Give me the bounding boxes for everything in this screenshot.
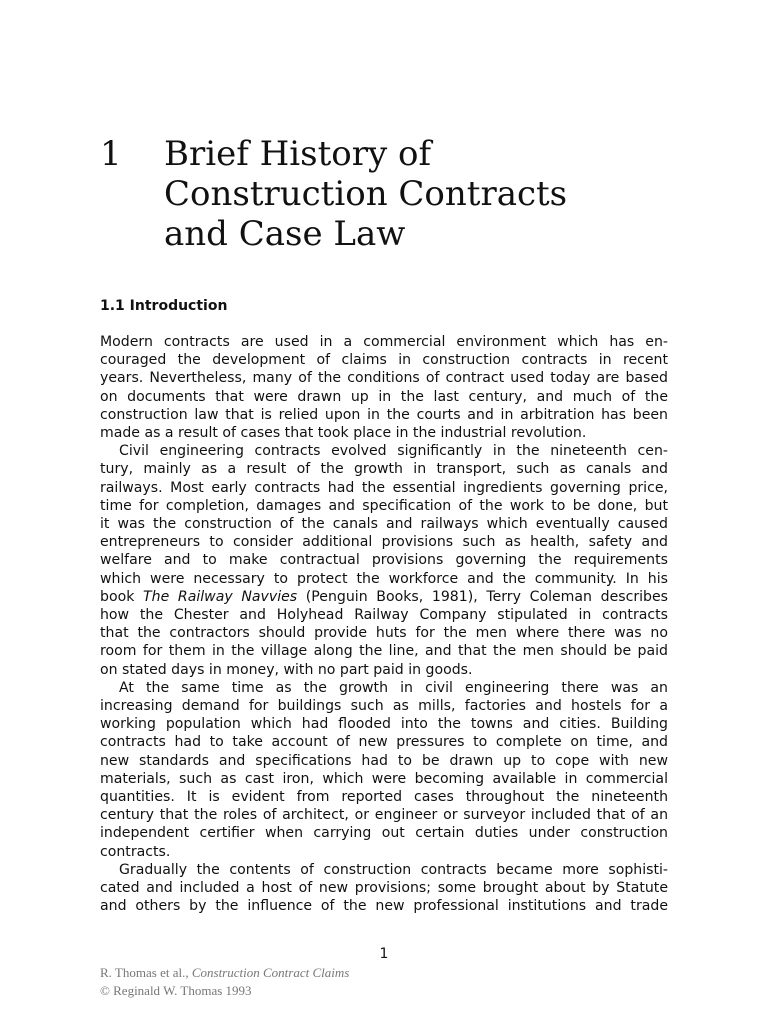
text-line (100, 424, 668, 442)
text-line (100, 570, 668, 588)
text-segment: couraged the development of claims in construction contracts in recent (100, 352, 668, 369)
text-segment: book (100, 588, 144, 605)
chapter-title (164, 134, 684, 254)
text-segment: new standards and specifications had to be drawn up to cope with new (100, 752, 668, 769)
text-line (100, 515, 668, 533)
text-line (100, 642, 668, 660)
text-line (100, 460, 668, 478)
text-segment: Civil engineering contracts evolved significantly in the nineteenth cen- (119, 443, 668, 460)
section-heading: 1.1 Introduction (100, 298, 228, 314)
text-line (100, 806, 668, 824)
text-segment: which were necessary to protect the workforce and the community. In his (100, 570, 668, 587)
text-line (100, 624, 668, 642)
text-line (100, 879, 668, 897)
text-segment: that the contractors should provide huts for the men where there was no (100, 625, 668, 642)
text-line (100, 679, 668, 697)
text-line (100, 369, 668, 387)
text-segment: At the same time as the growth in civil engineering there was an (119, 679, 668, 696)
text-line (100, 733, 668, 751)
footer-copyright: © Reginald W. Thomas 1993 (100, 983, 252, 998)
text-line (100, 697, 668, 715)
text-line (100, 388, 668, 406)
paragraph (100, 333, 668, 442)
text-line (100, 770, 668, 788)
text-line (100, 843, 668, 861)
chapter-title-line: and Case Law (164, 214, 406, 254)
text-line (100, 606, 668, 624)
text-line (100, 351, 668, 369)
text-line (100, 752, 668, 770)
text-segment: (Penguin Books, 1981), Terry Coleman describes (297, 588, 668, 605)
text-segment: quantities. It is evident from reported cases throughout the nineteenth (100, 789, 668, 806)
text-segment: construction law that is relied upon in the courts and in arbitration has been (100, 406, 668, 423)
text-segment: time for completion, damages and specification of the work to be done, but (100, 497, 668, 514)
text-segment: century that the roles of architect, or engineer or surveyor included that of an (100, 807, 668, 824)
text-segment: materials, such as cast iron, which were becoming available in commercial (100, 770, 668, 787)
text-segment: room for them in the village along the line, and that the men should be paid (100, 643, 668, 660)
body-text (100, 333, 668, 916)
footer (100, 964, 349, 1000)
text-line (100, 333, 668, 351)
footer-citation (100, 964, 349, 982)
chapter-title-line: Construction Contracts (164, 174, 568, 214)
page-number: 1 (379, 946, 389, 962)
text-line (100, 588, 668, 606)
chapter-number: 1 (100, 134, 122, 174)
text-line (100, 551, 668, 569)
text-segment: Gradually the contents of construction contracts became more sophisti- (119, 861, 668, 878)
text-line (100, 442, 668, 460)
text-line (100, 479, 668, 497)
paragraph (100, 442, 668, 679)
text-line (100, 788, 668, 806)
text-segment: increasing demand for buildings such as mills, factories and hostels for a (100, 698, 668, 715)
text-segment: on documents that were drawn up in the last century, and much of the (100, 388, 668, 405)
text-line (100, 715, 668, 733)
text-line (100, 824, 668, 842)
text-line (100, 406, 668, 424)
text-segment: tury, mainly as a result of the growth in transport, such as canals and (100, 461, 668, 478)
chapter-title-line: Brief History of (164, 134, 432, 174)
text-segment: welfare and to make contractual provisions governing the requirements (100, 552, 668, 569)
text-line (100, 661, 668, 679)
paragraph (100, 861, 668, 916)
text-line (100, 497, 668, 515)
footer-authors: R. Thomas et al., (100, 965, 192, 980)
text-segment: and others by the influence of the new professional institutions and trade (100, 898, 668, 915)
text-segment: independent certifier when carrying out certain duties under construction (100, 825, 668, 842)
text-line (100, 533, 668, 551)
text-segment: made as a result of cases that took place in the industrial revolution. (100, 425, 587, 442)
text-segment: contracts had to take account of new pressures to complete on time, and (100, 734, 668, 751)
text-segment: Modern contracts are used in a commercial environment which has en- (100, 334, 668, 350)
text-segment: on stated days in money, with no part paid in goods. (100, 661, 473, 678)
text-segment: railways. Most early contracts had the essential ingredients governing price, (100, 479, 668, 496)
text-line (100, 861, 668, 879)
text-segment: years. Nevertheless, many of the conditions of contract used today are based (100, 370, 668, 387)
text-segment: contracts. (100, 843, 171, 860)
italic-text: The Railway Navvies (143, 588, 298, 605)
text-segment: entrepreneurs to consider additional provisions such as health, safety and (100, 534, 668, 551)
text-segment: it was the construction of the canals and railways which eventually caused (100, 516, 668, 533)
footer-book-title: Construction Contract Claims (191, 965, 350, 980)
text-segment: working population which had flooded into the towns and cities. Building (100, 716, 668, 733)
text-segment: how the Chester and Holyhead Railway Company stipulated in contracts (100, 607, 668, 624)
text-segment: cated and included a host of new provisions; some brought about by Statute (100, 880, 668, 897)
paragraph (100, 679, 668, 861)
text-line (100, 897, 668, 915)
